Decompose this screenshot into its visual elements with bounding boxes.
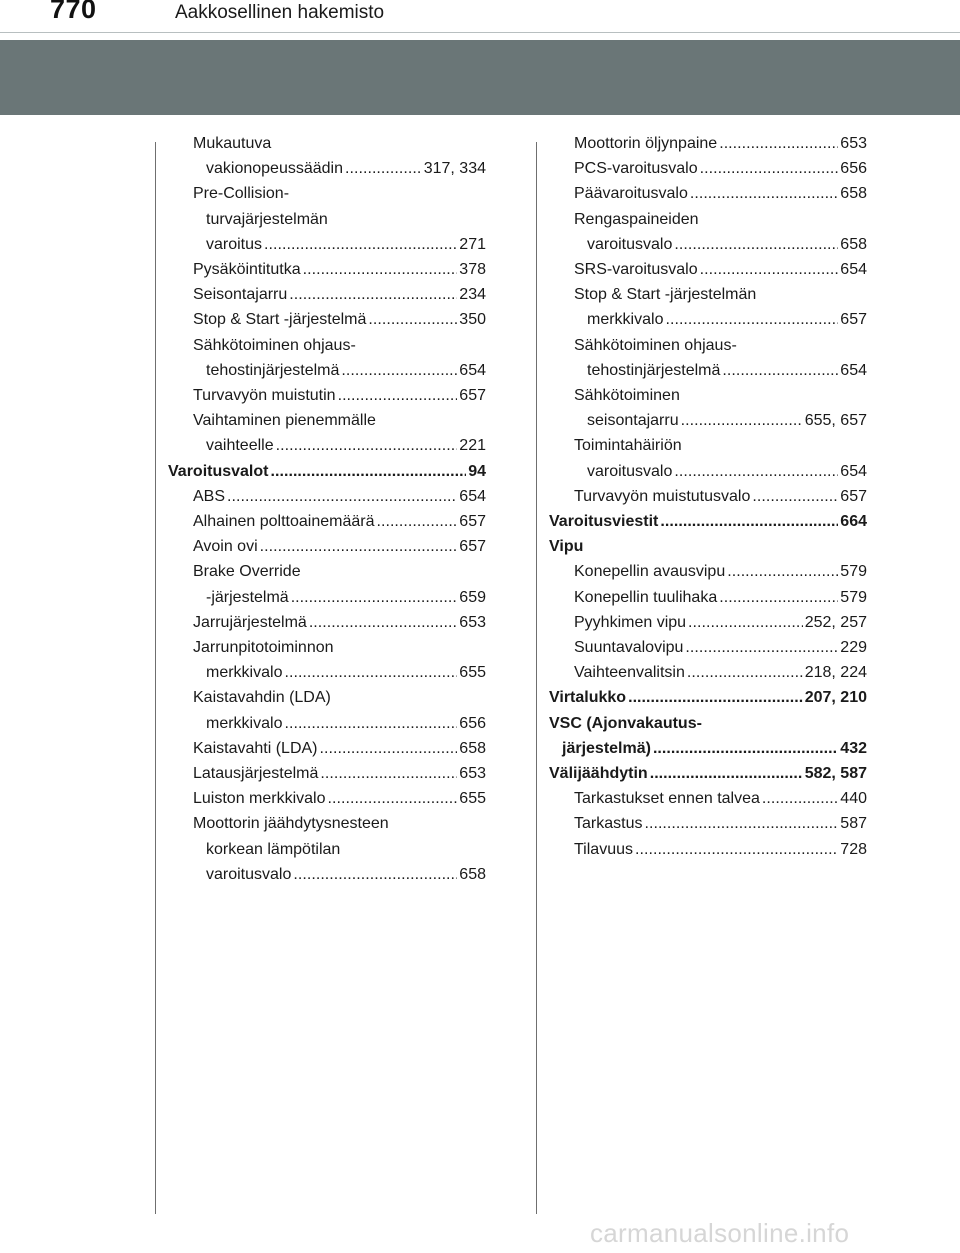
index-entry-term: Varoitusvalot — [168, 462, 269, 480]
index-entry-page: 658 — [459, 865, 486, 883]
dot-leader — [674, 459, 838, 484]
index-entry — [168, 660, 486, 685]
index-entry-page: 94 — [468, 462, 486, 480]
index-entry-page: 664 — [840, 513, 867, 531]
index-entry-page: 728 — [840, 840, 867, 858]
dot-leader — [688, 610, 803, 635]
index-entry — [549, 610, 867, 635]
index-entry — [549, 433, 867, 458]
index-entry — [549, 786, 867, 811]
dot-leader — [376, 509, 457, 534]
index-entry — [549, 408, 867, 433]
index-entry-term: tehostinjärjestelmä — [587, 361, 721, 379]
index-entry-page: 587 — [840, 815, 867, 833]
index-entry-page: 656 — [840, 160, 867, 178]
index-entry — [549, 837, 867, 862]
index-entry-term: Brake Override — [193, 563, 301, 581]
index-entry-term: SRS-varoitusvalo — [574, 261, 698, 279]
index-entry-term: Stop & Start -järjestelmän — [574, 286, 757, 304]
index-entry — [549, 484, 867, 509]
index-entry-term: Konepellin avausvipu — [574, 563, 726, 581]
index-entry — [549, 131, 867, 156]
header-bar — [0, 0, 960, 32]
dot-leader — [328, 786, 458, 811]
index-entry — [549, 257, 867, 282]
index-entry-term: Päävaroitusvalo — [574, 185, 688, 203]
index-entry-term: Varoitusviestit — [549, 513, 659, 531]
dot-leader — [681, 408, 803, 433]
index-entry-term: VSC (Ajonvakautus- — [549, 714, 702, 732]
index-entry-term: Avoin ovi — [193, 538, 258, 556]
dot-leader — [674, 232, 838, 257]
index-entry-page: 350 — [459, 311, 486, 329]
index-entry — [549, 534, 867, 559]
index-entry — [168, 156, 486, 181]
index-column-left — [168, 131, 486, 887]
index-entry-term: Seisontajarru — [193, 286, 288, 304]
index-entry-page: 658 — [840, 235, 867, 253]
index-entry-term: järjestelmä) — [562, 739, 651, 757]
dot-leader — [293, 862, 457, 887]
dot-leader — [752, 484, 838, 509]
dot-leader — [719, 585, 838, 610]
index-entry — [168, 333, 486, 358]
index-entry — [549, 811, 867, 836]
index-entry-page: 229 — [840, 639, 867, 657]
dot-leader — [722, 358, 838, 383]
index-entry-term: ABS — [193, 487, 226, 505]
index-column-right — [549, 131, 867, 862]
index-entry-page: 653 — [459, 765, 486, 783]
index-entry — [549, 181, 867, 206]
index-entry-page: 657 — [459, 513, 486, 531]
index-entry-term: Välijäähdytin — [549, 765, 648, 783]
index-entry — [549, 232, 867, 257]
index-entry — [168, 459, 486, 484]
index-entry-term: Jarrunpitotoiminnon — [193, 639, 334, 657]
index-entry-page: 207, 210 — [804, 689, 867, 707]
index-entry-term: -järjestelmä — [206, 588, 289, 606]
header-rule — [0, 32, 960, 33]
index-entry — [168, 685, 486, 710]
index-entry — [549, 635, 867, 660]
index-entry — [168, 559, 486, 584]
index-entry — [168, 232, 486, 257]
index-entry-page: 655, 657 — [804, 412, 867, 430]
index-entry-page: 657 — [459, 538, 486, 556]
index-entry-term: Toimintahäiriön — [574, 437, 682, 455]
watermark: carmanualsonline.info — [590, 1218, 850, 1248]
index-entry-term: tehostinjärjestelmä — [206, 361, 340, 379]
index-entry — [168, 408, 486, 433]
index-entry-term: seisontajarru — [587, 412, 679, 430]
index-entry — [168, 635, 486, 660]
dot-leader — [700, 257, 839, 282]
dot-leader — [660, 509, 838, 534]
index-entry-page: 655 — [459, 664, 486, 682]
index-entry-term: Rengaspaineiden — [574, 210, 699, 228]
index-entry-page: 234 — [459, 286, 486, 304]
index-entry-term: Sähkötoiminen ohjaus- — [193, 336, 356, 354]
index-entry-term: Tilavuus — [574, 840, 633, 858]
index-entry — [168, 131, 486, 156]
index-entry — [168, 736, 486, 761]
index-entry-page: 653 — [840, 135, 867, 152]
dot-leader — [635, 837, 838, 862]
index-entry-page: 654 — [459, 487, 486, 505]
index-entry-page: 657 — [459, 387, 486, 405]
index-entry-term: Stop & Start -järjestelmä — [193, 311, 367, 329]
dot-leader — [260, 534, 458, 559]
index-entry-term: Pyyhkimen vipu — [574, 613, 687, 631]
index-entry-term: Alhainen polttoainemäärä — [193, 513, 375, 531]
index-entry-term: Vipu — [549, 538, 584, 556]
index-entry — [168, 207, 486, 232]
index-entry-term: Mukautuva — [193, 135, 272, 152]
dot-leader — [653, 736, 838, 761]
index-entry-page: 440 — [840, 790, 867, 808]
page-title: Aakkosellinen hakemisto — [175, 2, 385, 23]
index-entry-term: Moottorin öljynpaine — [574, 135, 718, 152]
index-entry-page: 582, 587 — [804, 765, 867, 783]
dot-leader — [270, 459, 466, 484]
index-entry — [549, 358, 867, 383]
index-entry-page: 658 — [840, 185, 867, 203]
dot-leader — [690, 181, 838, 206]
index-entry-term: Konepellin tuulihaka — [574, 588, 718, 606]
index-entry-term: Turvavyön muistutusvalo — [574, 487, 751, 505]
index-entry-page: 654 — [459, 361, 486, 379]
dot-leader — [264, 232, 457, 257]
index-entry-term: merkkivalo — [206, 714, 283, 732]
index-entry — [549, 282, 867, 307]
index-entry-page: 654 — [840, 462, 867, 480]
index-entry-term: Latausjärjestelmä — [193, 765, 319, 783]
index-entry-term: varoitus — [206, 235, 263, 253]
index-entry-term: varoitusvalo — [587, 462, 673, 480]
index-entry-term: Pysäköintitutka — [193, 261, 301, 279]
index-entry-page: 655 — [459, 790, 486, 808]
dot-leader — [727, 559, 838, 584]
center-column-rule — [536, 142, 537, 1214]
dot-leader — [276, 433, 458, 458]
index-entry — [549, 585, 867, 610]
index-entry — [549, 383, 867, 408]
left-column-rule — [155, 142, 156, 1214]
index-entry-term: Moottorin jäähdytysnesteen — [193, 815, 389, 833]
index-entry — [549, 736, 867, 761]
dot-leader — [289, 282, 457, 307]
dot-leader — [644, 811, 838, 836]
index-entry-page: 654 — [840, 361, 867, 379]
index-entry-term: PCS-varoitusvalo — [574, 160, 698, 178]
dot-leader — [687, 660, 803, 685]
index-entry-term: korkean lämpötilan — [206, 840, 341, 858]
index-entry — [168, 307, 486, 332]
dot-leader — [650, 761, 803, 786]
index-entry — [168, 534, 486, 559]
index-entry — [549, 509, 867, 534]
index-entry-page: 657 — [840, 311, 867, 329]
index-entry-page: 656 — [459, 714, 486, 732]
index-entry-term: Suuntavalovipu — [574, 639, 684, 657]
index-entry-page: 654 — [840, 261, 867, 279]
index-entry — [168, 358, 486, 383]
dot-leader — [227, 484, 457, 509]
index-entry-term: vakionopeussäädin — [206, 160, 343, 178]
index-entry — [549, 307, 867, 332]
index-entry-term: Tarkastukset ennen talvea — [574, 790, 760, 808]
index-entry-term: Turvavyön muistutin — [193, 387, 336, 405]
dot-leader — [368, 307, 457, 332]
index-entry — [168, 761, 486, 786]
index-entry-page: 317, 334 — [423, 160, 486, 178]
dot-leader — [700, 156, 839, 181]
index-entry-page: 432 — [840, 739, 867, 757]
index-entry-term: Jarrujärjestelmä — [193, 613, 307, 631]
dot-leader — [685, 635, 838, 660]
index-entry-page: 659 — [459, 588, 486, 606]
index-entry — [168, 509, 486, 534]
index-entry — [168, 837, 486, 862]
index-entry — [168, 282, 486, 307]
index-entry — [168, 585, 486, 610]
index-entry — [168, 181, 486, 206]
index-entry — [549, 559, 867, 584]
index-entry-page: 579 — [840, 588, 867, 606]
index-entry — [168, 786, 486, 811]
index-entry-page: 658 — [459, 739, 486, 757]
page-number: 770 — [50, 0, 97, 24]
dot-leader — [338, 383, 458, 408]
index-entry — [168, 811, 486, 836]
index-entry-term: varoitusvalo — [206, 865, 292, 883]
index-entry-term: merkkivalo — [206, 664, 283, 682]
index-entry — [549, 761, 867, 786]
index-entry — [549, 459, 867, 484]
dot-leader — [762, 786, 838, 811]
index-entry-page: 221 — [459, 437, 486, 455]
index-entry — [549, 156, 867, 181]
index-entry-term: vaihteelle — [206, 437, 274, 455]
index-entry-term: Kaistavahdin (LDA) — [193, 689, 331, 707]
index-entry-page: 218, 224 — [804, 664, 867, 682]
index-entry-term: varoitusvalo — [587, 235, 673, 253]
index-entry — [168, 711, 486, 736]
index-entry-term: Luiston merkkivalo — [193, 790, 326, 808]
dot-leader — [665, 307, 838, 332]
dot-leader — [303, 257, 458, 282]
index-entry-term: Vaihtaminen pienemmälle — [193, 412, 376, 430]
dot-leader — [309, 610, 457, 635]
index-entry — [168, 610, 486, 635]
index-entry-term: Pre-Collision- — [193, 185, 290, 203]
index-entry — [549, 685, 867, 710]
dot-leader — [320, 736, 458, 761]
index-entry-page: 653 — [459, 613, 486, 631]
index-entry — [168, 433, 486, 458]
index-entry — [549, 333, 867, 358]
index-entry — [168, 383, 486, 408]
index-entry — [168, 862, 486, 887]
index-entry-term: turvajärjestelmän — [206, 210, 328, 228]
index-entry-page: 271 — [459, 235, 486, 253]
index-entry-page: 579 — [840, 563, 867, 581]
header-band — [0, 40, 960, 115]
dot-leader — [291, 585, 458, 610]
dot-leader — [341, 358, 457, 383]
index-entry-term: Tarkastus — [574, 815, 643, 833]
index-entry-term: Virtalukko — [549, 689, 627, 707]
index-entry-page: 252, 257 — [804, 613, 867, 631]
index-entry — [549, 207, 867, 232]
index-entry-page: 378 — [459, 261, 486, 279]
index-entry — [549, 711, 867, 736]
dot-leader — [320, 761, 457, 786]
index-entry-term: Vaihteenvalitsin — [574, 664, 685, 682]
dot-leader — [345, 156, 422, 181]
index-entry — [549, 660, 867, 685]
index-entry-term: merkkivalo — [587, 311, 664, 329]
dot-leader — [628, 685, 803, 710]
index-entry — [168, 484, 486, 509]
index-entry-term: Kaistavahti (LDA) — [193, 739, 318, 757]
index-entry-term: Sähkötoiminen ohjaus- — [574, 336, 737, 354]
dot-leader — [284, 711, 457, 736]
dot-leader — [284, 660, 457, 685]
index-entry-term: Sähkötoiminen — [574, 387, 680, 405]
index-entry-page: 657 — [840, 487, 867, 505]
index-entry — [168, 257, 486, 282]
dot-leader — [719, 131, 838, 156]
